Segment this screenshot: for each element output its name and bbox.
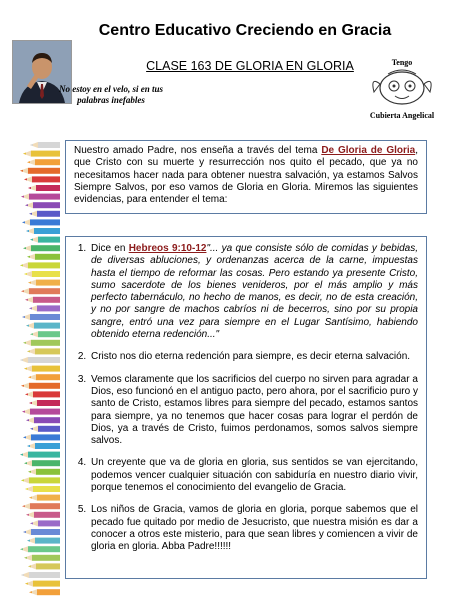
logo-bottom-text: Cubierta Angelical [369,111,435,120]
list-item [89,243,418,341]
pencil [28,563,60,569]
pencil [22,219,60,225]
intro-text-end: , que Cristo con su muerte y resurrección nos quito el pecado, que ya no necesitamos hacer nada para obtener nuestra salvación, ya estamos Salvos Siempre Salvos, por eso vamos de Gloria en Gloria. Miremos las siguientes evidencias, para entender el tema: [74,145,418,206]
pencil [26,228,60,234]
pencil [22,314,60,320]
intro-reference: De Gloria de Gloria [321,145,416,156]
list-item [89,457,418,494]
pencil [29,211,60,217]
angel-cartoon-logo [362,58,442,120]
pencil [25,202,60,208]
pencil [27,348,60,354]
pencil [29,305,60,311]
pencil [26,417,60,423]
pencil [29,589,60,595]
pencil [20,357,60,363]
pencil [29,400,60,406]
pencil [20,262,60,268]
pencil [25,297,60,303]
pencil [20,546,60,552]
pencil [22,503,60,509]
points-box [65,236,427,579]
pencil [29,495,60,501]
pencil [28,469,60,475]
pencil [24,460,60,466]
pencil [30,426,60,432]
point-4-text: Un creyente que va de gloria en gloria, sus sentidos se van ejercitando, podemos vencer cualquier situación con sabiduría en nuestro diario vivir, porque tenemos el conocimiento del evangelio de Gracia. [91,457,418,494]
pencil [23,529,60,535]
pencil [30,520,60,526]
list-item [89,374,418,448]
pencil [24,555,60,561]
pencil [21,288,60,294]
pencil [26,323,60,329]
logo-top-text: Tengo [391,58,413,67]
pencil [21,383,60,389]
pencil [27,159,60,165]
points-list [74,243,418,554]
pencil [30,237,60,243]
pencil [23,151,60,157]
list-item [89,504,418,553]
list-item [89,351,418,363]
point-5-text: Los niños de Gracia, vamos de gloria en gloria, porque sabemos que el pecado fue quitado por medio de Jesucristo, que nuestra misión es dar a conocer a otros este misterio, para que sean libres y comiencen a vivir de gloria en gloria. Abba Padre!!!!!! [91,504,418,553]
pencil [28,185,60,191]
pencil [23,434,60,440]
pencil [27,443,60,449]
pencil [24,176,60,182]
pencil [30,142,60,148]
point-1-reference: Hebreos 9:10-12 [128,243,207,254]
point-1-quote: "... ya que consiste sólo de comidas y bebidas, de diversas abluciones, y ordenanzas acerca de la carne, impuestas hasta el tiempo de reformar las cosas. Pero estando ya presente Cristo, sumo sacerdote de los bienes venideros, por el más amplio y más perfecto tabernáculo, no hecho de manos, es decir, no de esta creación, y no por sangre de machos cabríos ni de becerros, sino por su propia sangre, entró una vez para siempre en el Lugar Santísimo, habiendo obtenido eterna redención..." [91,243,418,341]
intro-paragraph [74,145,418,206]
pencil [27,538,60,544]
pencil [21,194,60,200]
pencil [23,340,60,346]
pencil [20,168,60,174]
intro-box [65,140,427,214]
pencil [24,271,60,277]
pencil [21,572,60,578]
pencil [23,245,60,251]
photo-caption: No estoy en el velo, si en tus palabras inefables [59,84,163,105]
point-1-intro: Dice en [91,243,129,254]
pencil [24,366,60,372]
pencil [20,452,60,458]
colored-pencils-decoration [20,140,60,600]
pencil [22,409,60,415]
pencil [25,486,60,492]
pencil [25,581,60,587]
class-subtitle: CLASE 163 DE GLORIA EN GLORIA [146,59,354,73]
intro-text-start: Nuestro amado Padre, nos enseña a través del tema [74,145,322,156]
pencil [25,391,60,397]
point-2-text: Cristo nos dio eterna redención para siempre, es decir eterna salvación. [91,351,411,363]
pencil [28,280,60,286]
pencil [27,254,60,260]
pencil [28,374,60,380]
point-3-text: Vemos claramente que los sacrificios del cuerpo no sirven para agradar a Dios, eso funcionó en el antiguo pacto, pero ahora, por el sacrificio puro y santo de Cristo, estamos libres para siempre del pecado, estamos santos para siempre, ya no tenemos que hacer cosas para lograr el perdón de Dios, ya a través de Cristo, fuimos perdonamos, somos salvos siempre salvos. [91,373,418,447]
pencil [26,512,60,518]
page-title: Centro Educativo Creciendo en Gracia [98,22,392,39]
pencil [30,331,60,337]
pencil [21,477,60,483]
